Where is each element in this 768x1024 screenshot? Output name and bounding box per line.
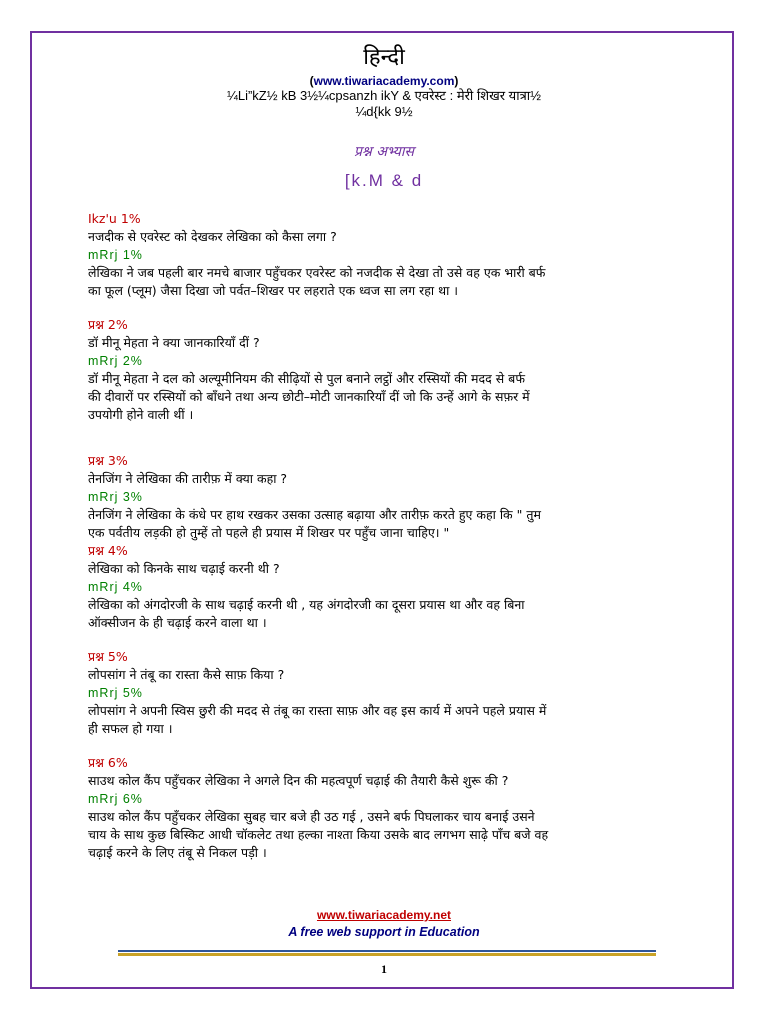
answer-label: mRrj 3% xyxy=(88,490,143,504)
answer-line: का फूल (प्लूम) जैसा दिखा जो पर्वत–शिखर पर लहराते एक ध्वज सा लग रहा था । xyxy=(88,283,459,298)
answer-line: चाय के साथ कुछ बिस्किट आधी चॉकलेट तथा हल्का नाश्ता किया उसके बाद लगभग साढ़े पाँच बजे वह xyxy=(88,827,549,842)
qa-item-5 xyxy=(88,648,678,738)
chapter-line: ¼Li”kZ½ kB 3½¼cpsanzh ikY & एवरेस्ट : मेरी शिखर यात्रा½ xyxy=(227,88,541,103)
answer-line: लेखिका को अंगदोरजी के साथ चढ़ाई करनी थी , यह अंगदोरजी का दूसरा प्रयास था और वह बिना xyxy=(88,597,525,612)
qa-item-2 xyxy=(88,316,678,424)
answer-line: की दीवारों पर रस्सियों को बाँधने तथा अन्य छोटी–मोटी जानकारियाँ दीं जो कि उन्हें आगे के सफ़र में xyxy=(88,389,530,404)
answer-line: लोपसांग ने अपनी स्विस छुरी की मदद से तंबू का रास्ता साफ़ और वह इस कार्य में अपने पहले प्रयास में xyxy=(88,703,547,718)
question-text: लोपसांग ने तंबू का रास्ता कैसे साफ़ किया ? xyxy=(88,667,285,682)
question-label: प्रश्न 6% xyxy=(88,755,128,770)
qa-item-3 xyxy=(88,452,678,542)
question-label: प्रश्न 5% xyxy=(88,649,128,664)
qa-item-6 xyxy=(88,754,678,862)
page-number: 1 xyxy=(381,962,387,976)
answer-label: mRrj 2% xyxy=(88,354,143,368)
answer-line: ऑक्सीजन के ही चढ़ाई करने वाला था । xyxy=(88,615,267,630)
answer-line: चढ़ाई करने के लिए तंबू से निकल पड़ी । xyxy=(88,845,267,860)
page-title: हिन्दी xyxy=(363,45,405,70)
class-line: ¼d{kk 9½ xyxy=(355,104,413,119)
answer-label: mRrj 6% xyxy=(88,792,143,806)
question-text: नजदीक से एवरेस्ट को देखकर लेखिका को कैसा लगा ? xyxy=(88,229,337,244)
site-line xyxy=(0,74,768,88)
section-heading: [k.M & d xyxy=(344,171,424,190)
answer-line: साउथ कोल कैंप पहुँचकर लेखिका सुबह चार बजे ही उठ गई , उसने बर्फ पिघलाकर चाय बनाई उसने xyxy=(88,809,535,824)
answer-line: लेखिका ने जब पहली बार नमचे बाजार पहुँचकर एवरेस्ट को नजदीक से देखा तो उसे वह एक भारी बर्फ xyxy=(88,265,546,280)
practice-heading: प्रश्न अभ्यास xyxy=(353,144,415,160)
question-text: तेनजिंग ने लेखिका की तारीफ़ में क्या कहा ? xyxy=(88,471,288,486)
question-label: प्रश्न 4% xyxy=(88,543,128,558)
answer-label: mRrj 4% xyxy=(88,580,143,594)
question-label: प्रश्न 2% xyxy=(88,317,128,332)
answer-line: एक पर्वतीय लड़की हो तुम्हें तो पहले ही प्रयास में शिखर पर पहुँच जाना चाहिए। " xyxy=(88,525,450,540)
qa-content xyxy=(88,210,678,862)
answer-line: ही सफल हो गया । xyxy=(88,721,173,736)
question-text: साउथ कोल कैंप पहुँचकर लेखिका ने अगले दिन की महत्वपूर्ण चढ़ाई की तैयारी कैसे शुरू की ? xyxy=(88,773,509,788)
site-paren-close: ) xyxy=(454,74,459,88)
question-text: डॉ मीनू मेहता ने क्या जानकारियाँ दीं ? xyxy=(88,335,260,350)
answer-label: mRrj 1% xyxy=(88,248,143,262)
footer-tagline: A free web support in Education xyxy=(288,925,480,939)
answer-line: तेनजिंग ने लेखिका के कंधे पर हाथ रखकर उसका उत्साह बढ़ाया और तारीफ़ करते हुए कहा कि " तुम xyxy=(88,507,541,522)
footer-site-link[interactable]: www.tiwariacademy.net xyxy=(316,908,452,922)
site-paren-open: ( xyxy=(309,74,314,88)
footer-divider xyxy=(118,950,656,956)
qa-item-4 xyxy=(88,542,678,632)
question-label: प्रश्न 3% xyxy=(88,453,128,468)
qa-item-1 xyxy=(88,210,678,300)
site-link[interactable]: www.tiwariacademy.com xyxy=(313,74,455,88)
question-label: Ikz'u 1% xyxy=(88,211,141,226)
answer-line: उपयोगी होने वाली थीं । xyxy=(88,407,194,422)
page-header xyxy=(0,44,768,191)
answer-label: mRrj 5% xyxy=(88,686,143,700)
question-text: लेखिका को किनके साथ चढ़ाई करनी थी ? xyxy=(88,561,280,576)
answer-line: डॉ मीनू मेहता ने दल को अल्यूमीनियम की सीढ़ियों से पुल बनाने लट्ठों और रस्सियों की मदद से बर्फ xyxy=(88,371,525,386)
